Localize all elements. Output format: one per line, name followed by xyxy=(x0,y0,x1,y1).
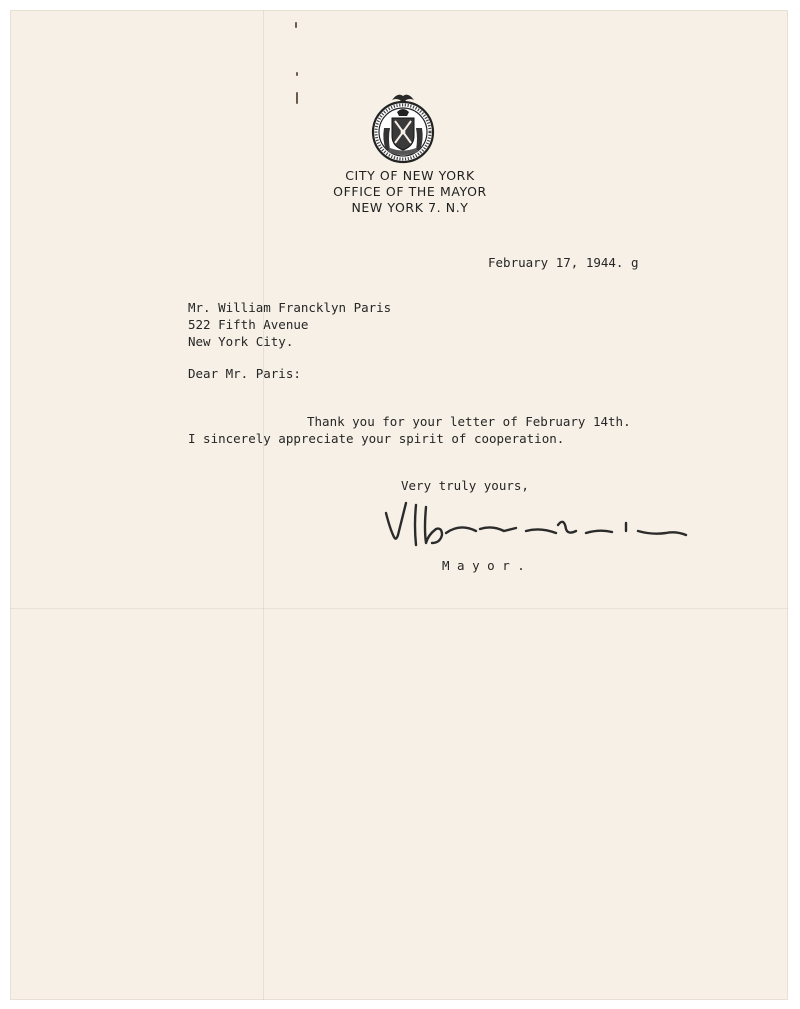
letterhead-city: CITY OF NEW YORK xyxy=(345,168,475,183)
handwritten-signature xyxy=(380,495,690,560)
body-line-2: I sincerely appreciate your spirit of cooperation. xyxy=(188,431,565,446)
fold-crease-vertical xyxy=(263,10,264,1000)
recipient-street: 522 Fifth Avenue xyxy=(188,317,309,332)
signature-title: M a y o r . xyxy=(442,558,525,573)
paper-mark xyxy=(296,72,298,76)
letter-page xyxy=(10,10,788,1000)
recipient-name: Mr. William Francklyn Paris xyxy=(188,300,392,315)
paper-mark xyxy=(296,92,298,104)
fold-crease-horizontal xyxy=(10,608,788,609)
recipient-city: New York City. xyxy=(188,334,294,349)
salutation: Dear Mr. Paris: xyxy=(188,366,301,381)
paper-mark xyxy=(295,22,297,28)
letterhead-office: OFFICE OF THE MAYOR xyxy=(333,184,487,199)
city-seal-icon xyxy=(370,88,436,168)
closing: Very truly yours, xyxy=(401,478,529,493)
letter-date: February 17, 1944. g xyxy=(488,255,639,270)
body-line-1: Thank you for your letter of February 14th. xyxy=(307,414,631,429)
letterhead-address: NEW YORK 7. N.Y xyxy=(351,200,469,215)
